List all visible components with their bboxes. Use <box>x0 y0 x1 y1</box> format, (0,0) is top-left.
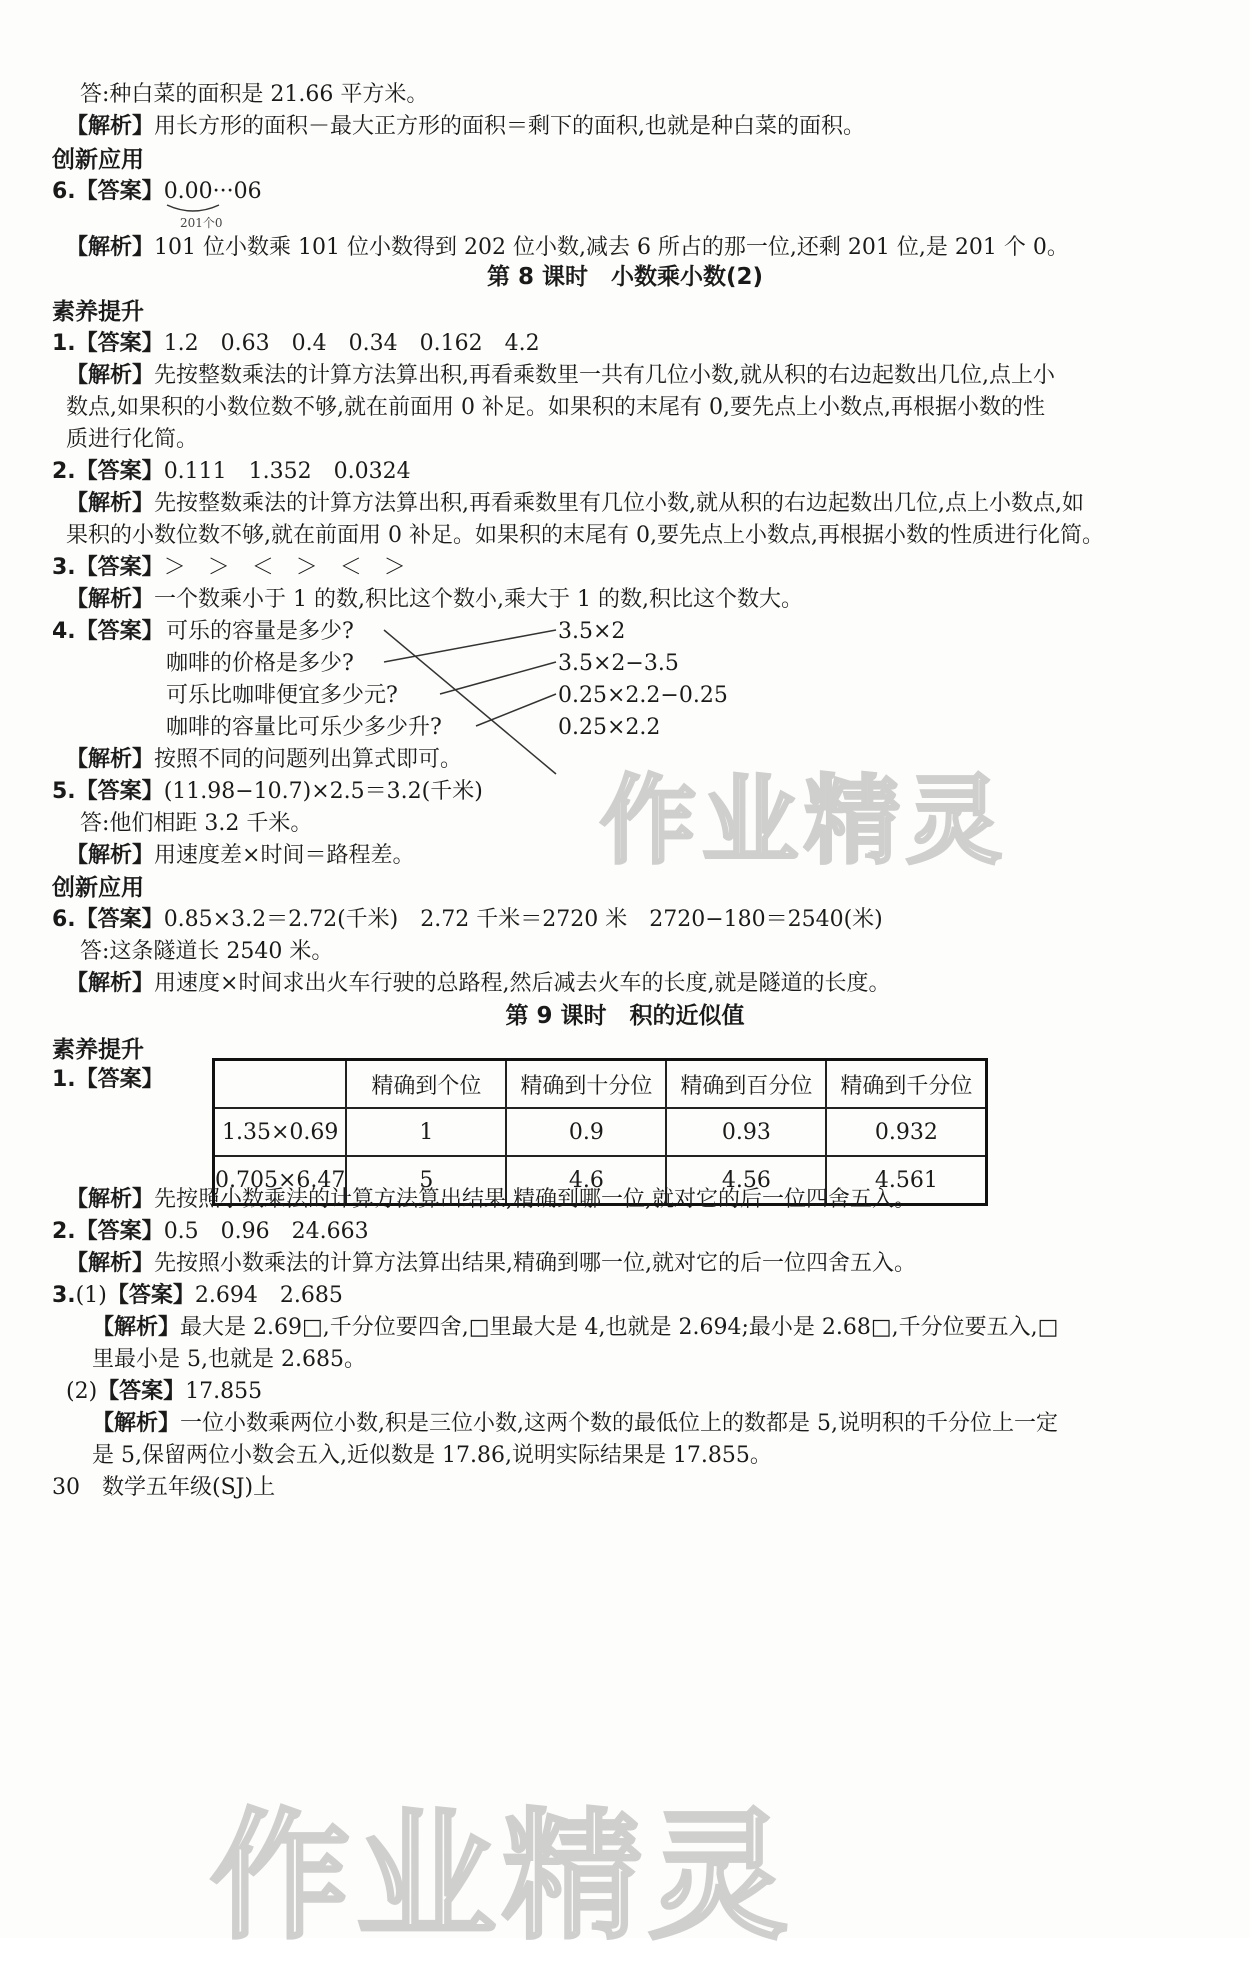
question-3-2-answer: (2)【答案】17.855 <box>66 1379 263 1404</box>
match-line <box>476 694 556 726</box>
explanation-line: 【解析】用速度×时间求出火车行驶的总路程,然后减去火车的长度,就是隧道的长度。 <box>66 971 891 996</box>
answer-line: 答:他们相距 3.2 千米。 <box>80 811 313 836</box>
explanation-line: 【解析】一个数乘小于 1 的数,积比这个数小,乘大于 1 的数,积比这个数大。 <box>66 587 803 612</box>
question-2-answer: 2.【答案】0.111 1.352 0.0324 <box>52 459 411 484</box>
explanation-line: 是 5,保留两位小数会五入,近似数是 17.86,说明实际结果是 17.855。 <box>92 1443 772 1468</box>
table-cell: 精确到千分位 <box>826 1060 987 1109</box>
section-heading: 创新应用 <box>52 147 144 173</box>
question-1-label: 1.【答案】 <box>52 1067 164 1092</box>
table-cell: 4.6 <box>506 1156 666 1205</box>
explanation-line: 【解析】101 位小数乘 101 位小数得到 202 位小数,减去 6 所占的那一位,还剩 201 位,是 201 个 0。 <box>66 235 1069 260</box>
matching-lines <box>0 0 1250 800</box>
table-cell: 5 <box>346 1156 506 1205</box>
explanation-line: 【解析】先按整数乘法的计算方法算出积,再看乘数里有几位小数,就从积的右边起数出几位,点上小数点,如 <box>66 491 1084 516</box>
question-3-1-answer: 3.(1)【答案】2.694 2.685 <box>52 1283 343 1308</box>
section-heading: 创新应用 <box>52 875 144 901</box>
table-cell: 1.35×0.69 <box>214 1108 347 1156</box>
table-cell: 0.932 <box>826 1108 987 1156</box>
explanation-line: 【解析】先按整数乘法的计算方法算出积,再看乘数里一共有几位小数,就从积的右边起数出几位,点上小 <box>66 363 1055 388</box>
table-cell: 1 <box>346 1108 506 1156</box>
match-right-item: 3.5×2−3.5 <box>558 651 679 676</box>
explanation-line: 【解析】一位小数乘两位小数,积是三位小数,这两个数的最低位上的数都是 5,说明积的千分位上一定 <box>92 1411 1058 1436</box>
table-cell: 0.9 <box>506 1108 666 1156</box>
answer-line: 答:这条隧道长 2540 米。 <box>80 939 334 964</box>
match-line <box>384 630 556 662</box>
explanation-line: 【解析】用速度差×时间＝路程差。 <box>66 843 415 868</box>
approximation-table <box>212 1058 988 1206</box>
explanation-line: 质进行化简。 <box>66 427 199 452</box>
match-line <box>440 662 556 694</box>
section-heading: 素养提升 <box>52 1037 144 1063</box>
explanation-line: 数点,如果积的小数位数不够,就在前面用 0 补足。如果积的末尾有 0,要先点上小数点,再根据小数的性 <box>66 395 1045 420</box>
explanation-line: 里最小是 5,也就是 2.685。 <box>92 1347 366 1372</box>
question-2-answer: 2.【答案】0.5 0.96 24.663 <box>52 1219 369 1244</box>
match-left-item: 咖啡的容量比可乐少多少升? <box>166 715 442 740</box>
explanation-line: 果积的小数位数不够,就在前面用 0 补足。如果积的末尾有 0,要先点上小数点,再根据小数的性质进行化简。 <box>66 523 1104 548</box>
question-6-answer: 6.【答案】0.00···06 <box>52 179 262 204</box>
match-right-item: 0.25×2.2−0.25 <box>558 683 728 708</box>
watermark: 作业精灵 <box>600 765 1008 877</box>
table-cell: 0.93 <box>666 1108 826 1156</box>
table-cell: 精确到个位 <box>346 1060 506 1109</box>
book-title: 数学五年级(SJ)上 <box>102 1475 276 1500</box>
table-header-row <box>214 1060 987 1109</box>
explanation-line: 【解析】按照不同的问题列出算式即可。 <box>66 747 463 772</box>
page-number: 30 <box>52 1475 80 1500</box>
explanation-line: 【解析】用长方形的面积－最大正方形的面积＝剩下的面积,也就是种白菜的面积。 <box>66 114 866 139</box>
match-right-item: 0.25×2.2 <box>558 715 661 740</box>
table-cell: 精确到百分位 <box>666 1060 826 1109</box>
question-3-answer: 3.【答案】＞ ＞ ＜ ＞ ＜ ＞ <box>52 555 406 580</box>
match-left-item: 可乐的容量是多少? <box>166 619 354 644</box>
page-footer <box>52 1473 275 1503</box>
watermark: 作业精灵 <box>210 1796 795 1959</box>
table-cell: 4.561 <box>826 1156 987 1205</box>
match-left-item: 咖啡的价格是多少? <box>166 651 354 676</box>
table-cell: 0.705×6.47 <box>214 1156 347 1205</box>
explanation-line: 【解析】最大是 2.69□,千分位要四舍,□里最大是 4,也就是 2.694;最小是 2.68□,千分位要五入,□ <box>92 1315 1059 1340</box>
table-cell: 4.56 <box>666 1156 826 1205</box>
lesson-title: 第 9 课时 积的近似值 <box>505 1003 745 1029</box>
question-5-answer: 5.【答案】(11.98−10.7)×2.5＝3.2(千米) <box>52 779 483 804</box>
brace-note: 201个0 <box>180 216 223 230</box>
lesson-title: 第 8 课时 小数乘小数(2) <box>486 264 764 290</box>
table-cell: 精确到十分位 <box>506 1060 666 1109</box>
question-6-answer: 6.【答案】0.85×3.2＝2.72(千米) 2.72 千米＝2720 米 2720−180＝2540(米) <box>52 907 883 932</box>
answer-line: 答:种白菜的面积是 21.66 平方米。 <box>80 82 429 107</box>
table-cell <box>214 1060 347 1109</box>
match-left-item: 可乐比咖啡便宜多少元? <box>166 683 398 708</box>
question-1-answer: 1.【答案】1.2 0.63 0.4 0.34 0.162 4.2 <box>52 331 540 356</box>
question-4-label: 4.【答案】 <box>52 619 164 644</box>
section-heading: 素养提升 <box>52 299 144 325</box>
explanation-line: 【解析】先按照小数乘法的计算方法算出结果,精确到哪一位,就对它的后一位四舍五入。 <box>66 1251 917 1276</box>
match-right-item: 3.5×2 <box>558 619 626 644</box>
table-row <box>214 1108 987 1156</box>
explanation-line: 【解析】先按照小数乘法的计算方法算出结果,精确到哪一位,就对它的后一位四舍五入。 <box>66 1187 917 1212</box>
